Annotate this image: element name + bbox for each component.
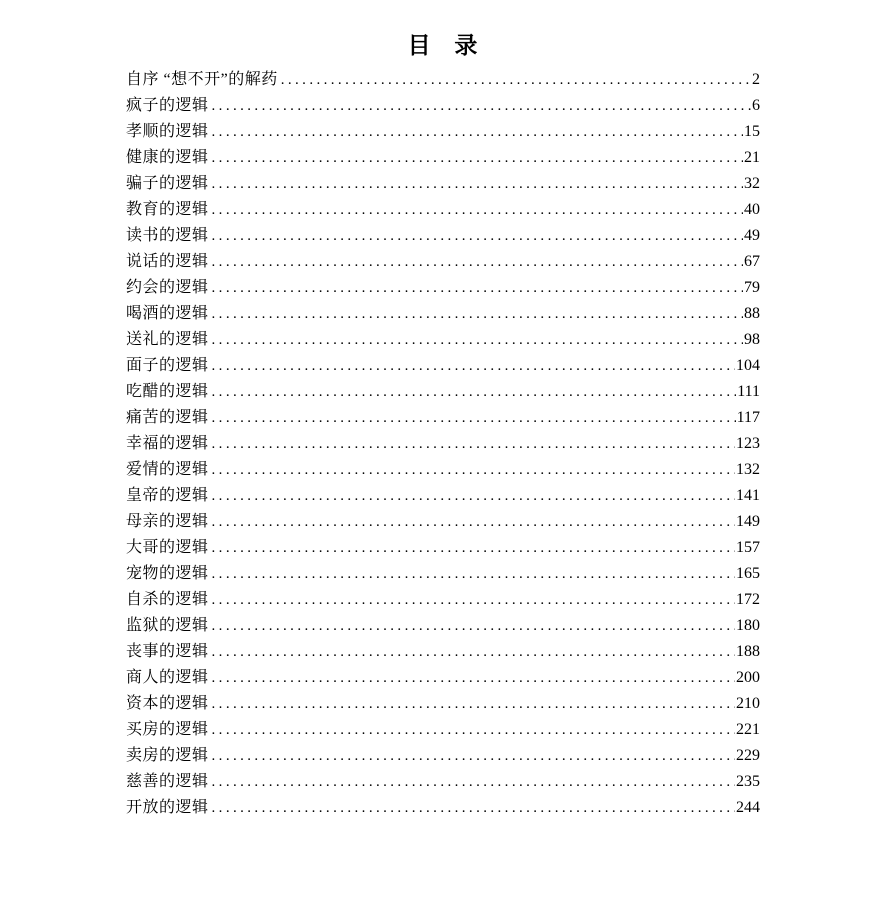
toc-entry-page-number: 157 [736, 539, 760, 556]
toc-entry-page-number: 67 [744, 253, 760, 270]
toc-title: 目 录 [407, 33, 479, 58]
toc-entry[interactable] [126, 353, 760, 379]
dot-leader [212, 353, 735, 379]
toc-entry-page-number: 117 [736, 409, 760, 426]
toc-entry-label: 吃醋的逻辑 [126, 383, 209, 400]
dot-leader [212, 405, 736, 431]
dot-leader [212, 717, 735, 743]
toc-entry-label: 母亲的逻辑 [126, 513, 209, 530]
toc-entry[interactable] [126, 587, 760, 613]
toc-entry[interactable] [126, 275, 760, 301]
toc-entry-page-number: 132 [736, 461, 760, 478]
dot-leader [212, 119, 743, 145]
toc-entry-page-number: 188 [736, 643, 760, 660]
toc-entry[interactable] [126, 613, 760, 639]
dot-leader [212, 93, 751, 119]
toc-entry[interactable] [126, 561, 760, 587]
toc-entry-page-number: 2 [752, 71, 760, 88]
toc-entry-page-number: 165 [736, 565, 760, 582]
dot-leader [212, 743, 735, 769]
toc-entry[interactable] [126, 249, 760, 275]
toc-entry[interactable] [126, 327, 760, 353]
dot-leader [212, 431, 735, 457]
toc-entry-label: 商人的逻辑 [126, 669, 209, 686]
toc-entry-label: 宠物的逻辑 [126, 565, 209, 582]
toc-entry-label: 买房的逻辑 [126, 721, 209, 738]
toc-entry-page-number: 15 [744, 123, 760, 140]
toc-entry-label: 约会的逻辑 [126, 279, 209, 296]
toc-entry[interactable] [126, 67, 760, 93]
dot-leader [212, 171, 743, 197]
toc-entry[interactable] [126, 223, 760, 249]
toc-entry-label: 喝酒的逻辑 [126, 305, 209, 322]
toc-entry-page-number: 235 [736, 773, 760, 790]
toc-entry-label: 教育的逻辑 [126, 201, 209, 218]
toc-entry[interactable] [126, 509, 760, 535]
toc-entry[interactable] [126, 197, 760, 223]
dot-leader [281, 67, 751, 93]
toc-entry-page-number: 221 [736, 721, 760, 738]
toc-entry[interactable] [126, 795, 760, 821]
dot-leader [212, 301, 743, 327]
toc-entry-label: 疯子的逻辑 [126, 97, 209, 114]
toc-entry-page-number: 21 [744, 149, 760, 166]
toc-entry-label: 皇帝的逻辑 [126, 487, 209, 504]
toc-entry-label: 说话的逻辑 [126, 253, 209, 270]
toc-entry-label: 骗子的逻辑 [126, 175, 209, 192]
toc-entry-page-number: 88 [744, 305, 760, 322]
toc-entry-page-number: 79 [744, 279, 760, 296]
toc-entry[interactable] [126, 431, 760, 457]
toc-entry-page-number: 200 [736, 669, 760, 686]
toc-entry-page-number: 229 [736, 747, 760, 764]
toc-entry-page-number: 32 [744, 175, 760, 192]
toc-entry-label: 自杀的逻辑 [126, 591, 209, 608]
dot-leader [212, 795, 735, 821]
dot-leader [212, 327, 743, 353]
toc-entry-label: 读书的逻辑 [126, 227, 209, 244]
toc-entry-page-number: 172 [736, 591, 760, 608]
toc-entry[interactable] [126, 743, 760, 769]
toc-entry-label: 幸福的逻辑 [126, 435, 209, 452]
toc-entry-label: 慈善的逻辑 [126, 773, 209, 790]
dot-leader [212, 535, 735, 561]
toc-entry-label: 面子的逻辑 [126, 357, 209, 374]
toc-entry[interactable] [126, 457, 760, 483]
dot-leader [212, 587, 735, 613]
toc-entry[interactable] [126, 119, 760, 145]
toc-entry[interactable] [126, 483, 760, 509]
toc-entry-page-number: 123 [736, 435, 760, 452]
toc-entry-page-number: 149 [736, 513, 760, 530]
dot-leader [212, 665, 735, 691]
toc-entry-page-number: 244 [736, 799, 760, 816]
toc-entry-page-number: 49 [744, 227, 760, 244]
toc-entry[interactable] [126, 301, 760, 327]
toc-entry[interactable] [126, 405, 760, 431]
toc-entry-page-number: 6 [752, 97, 760, 114]
toc-entry-label: 痛苦的逻辑 [126, 409, 209, 426]
toc-entry[interactable] [126, 93, 760, 119]
toc-entry[interactable] [126, 717, 760, 743]
toc-entry-label: 资本的逻辑 [126, 695, 209, 712]
dot-leader [212, 769, 735, 795]
toc-entry-label: 健康的逻辑 [126, 149, 209, 166]
toc-entry-label: 送礼的逻辑 [126, 331, 209, 348]
toc-entry[interactable] [126, 691, 760, 717]
dot-leader [212, 561, 735, 587]
dot-leader [212, 691, 735, 717]
toc-entry[interactable] [126, 145, 760, 171]
dot-leader [212, 145, 743, 171]
dot-leader [212, 275, 743, 301]
toc-entry[interactable] [126, 769, 760, 795]
toc-entry[interactable] [126, 535, 760, 561]
toc-entry-page-number: 104 [736, 357, 760, 374]
toc-list [126, 67, 760, 821]
toc-entry-label: 监狱的逻辑 [126, 617, 209, 634]
toc-entry[interactable] [126, 665, 760, 691]
toc-entry-page-number: 40 [744, 201, 760, 218]
toc-entry-label: 大哥的逻辑 [126, 539, 209, 556]
toc-entry-label: 丧事的逻辑 [126, 643, 209, 660]
dot-leader [212, 483, 735, 509]
dot-leader [212, 223, 743, 249]
toc-entry[interactable] [126, 379, 760, 405]
dot-leader [212, 509, 735, 535]
dot-leader [212, 613, 735, 639]
toc-entry-page-number: 98 [744, 331, 760, 348]
toc-entry[interactable] [126, 639, 760, 665]
toc-entry-page-number: 141 [736, 487, 760, 504]
toc-entry[interactable] [126, 171, 760, 197]
toc-entry-label: 爱情的逻辑 [126, 461, 209, 478]
toc-entry-label: 卖房的逻辑 [126, 747, 209, 764]
toc-entry-label: 孝顺的逻辑 [126, 123, 209, 140]
dot-leader [212, 249, 743, 275]
toc-entry-label: 自序 “想不开”的解药 [126, 71, 278, 88]
toc-entry-page-number: 180 [736, 617, 760, 634]
dot-leader [212, 197, 743, 223]
dot-leader [212, 639, 735, 665]
toc-entry-page-number: 111 [737, 383, 760, 400]
toc-entry-label: 开放的逻辑 [126, 799, 209, 816]
dot-leader [212, 379, 737, 405]
dot-leader [212, 457, 735, 483]
toc-entry-page-number: 210 [736, 695, 760, 712]
